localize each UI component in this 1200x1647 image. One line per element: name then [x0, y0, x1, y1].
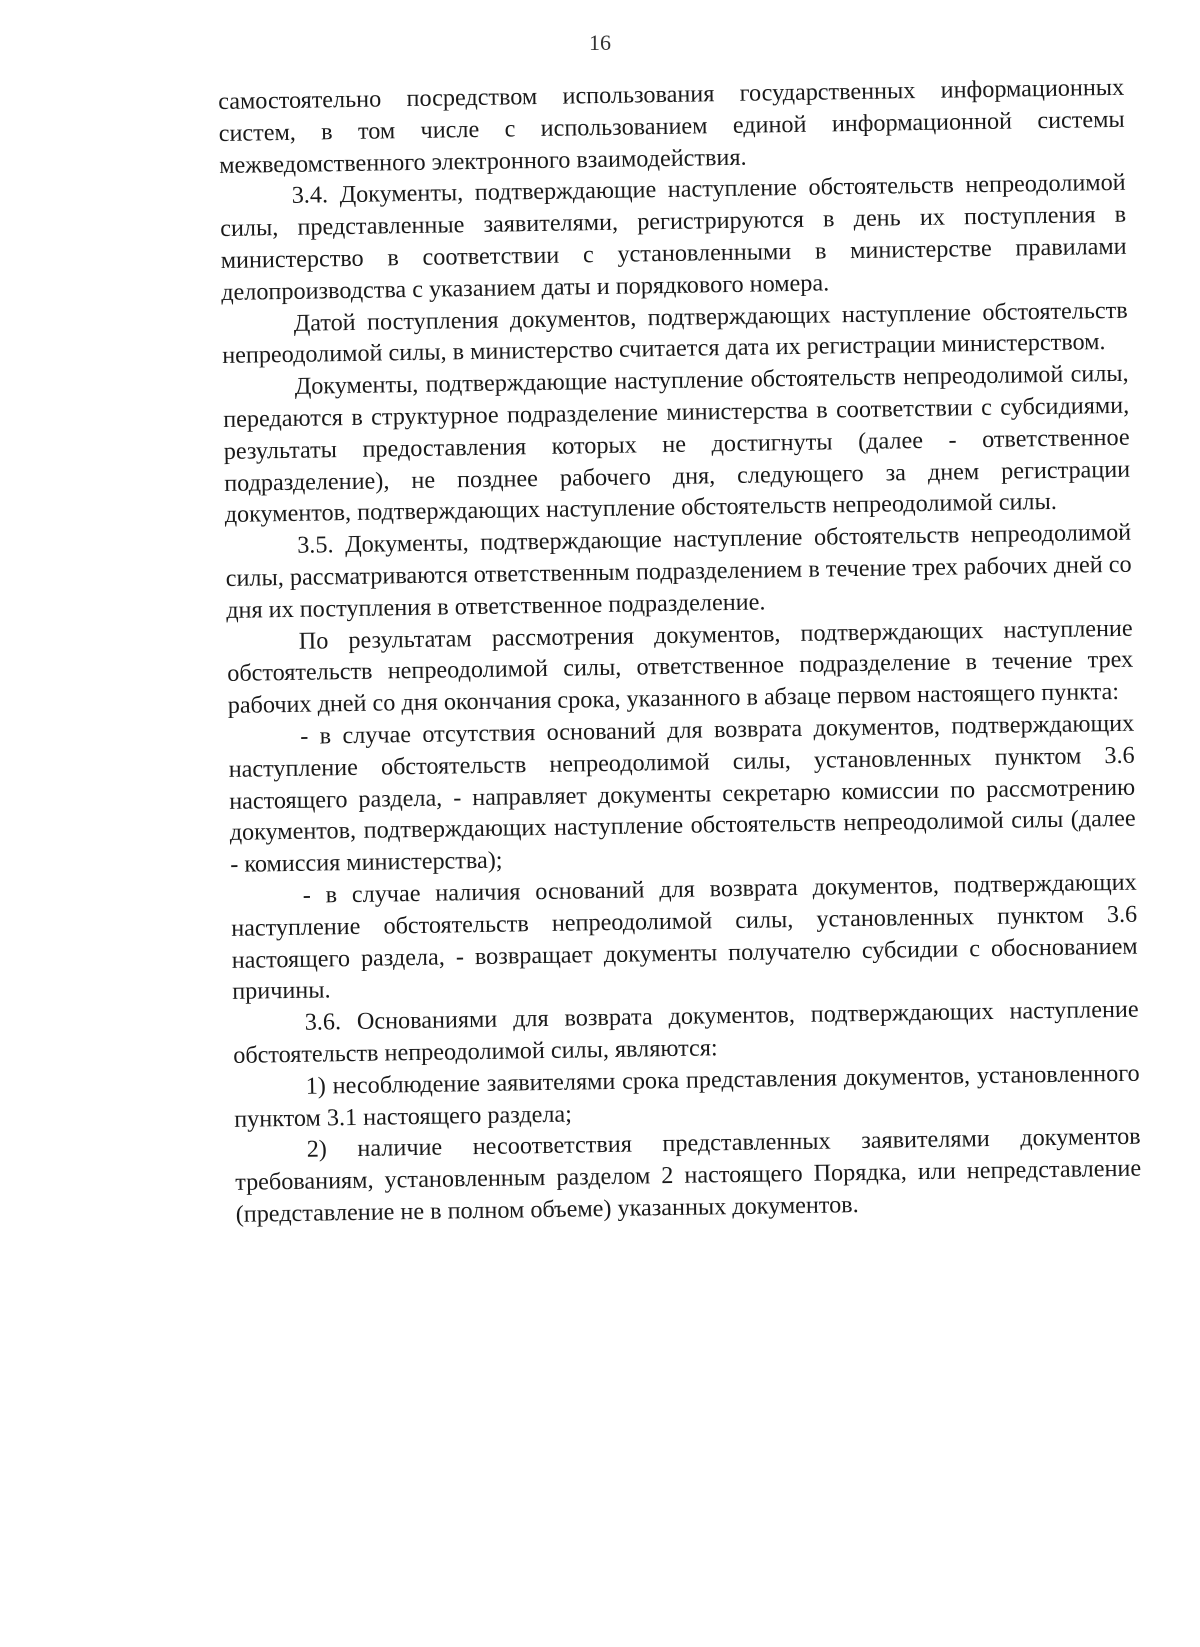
list-item-2: 2) наличие несоответствия представленных заявителями документов требованиям, установленным разделом 2 настоящего Порядка, или непредставление (представление не в полном объеме) указанных документов.: [235, 1122, 1142, 1228]
paragraph-3-4: 3.4. Документы, подтверждающие наступление обстоятельств непреодолимой силы, представленные заявителями, регистрируются в день их поступления в министерство в соответствии с установленными в министерстве правилами делопроизводства с указанием даты и порядкового номера.: [220, 169, 1127, 306]
page-number: 16: [589, 30, 611, 55]
paragraph-3-5: 3.5. Документы, подтверждающие наступление обстоятельств непреодолимой силы, рассматриваются ответственным подразделением в течение трех рабочих дней со дня их поступления в ответственное подразделение.: [225, 518, 1132, 624]
paragraph-receipt-date: Датой поступления документов, подтверждающих наступление обстоятельств непреодолимой силы, в министерство считается дата их регистрации министерством.: [222, 296, 1128, 370]
list-item-1: 1) несоблюдение заявителями срока представления документов, установленного пунктом 3.1 настоящего раздела;: [234, 1059, 1140, 1133]
paragraph-transfer: Документы, подтверждающие наступление обстоятельств непреодолимой силы, передаются в структурное подразделение министерства в соответствии с субсидиями, результаты предоставления которых не достигнуты (далее - ответственное подразделение), не позднее рабочего дня, следующего за днем регистрации документов, подтверждающих наступление обстоятельств непреодолимой силы.: [223, 359, 1131, 529]
paragraph-3-6: 3.6. Основаниями для возврата документов, подтверждающих наступление обстоятельств непреодолимой силы, являются:: [233, 995, 1139, 1069]
document-body: [218, 72, 1142, 1231]
paragraph-review-results: По результатам рассмотрения документов, подтверждающих наступление обстоятельств непреодолимой силы, ответственное подразделение в течение трех рабочих дней со дня окончания срока, указанного в абзаце первом настоящего пункта:: [227, 614, 1134, 720]
list-item-no-grounds: - в случае отсутствия оснований для возврата документов, подтверждающих наступление обстоятельств непреодолимой силы, установленных пунктом 3.6 настоящего раздела, - направляет документы секретарю комиссии по рассмотрению документов, подтверждающих наступление обстоятельств непреодолимой силы (далее - комиссия министерства);: [228, 709, 1136, 879]
list-item-grounds: - в случае наличия оснований для возврата документов, подтверждающих наступление обстоятельств непреодолимой силы, установленных пунктом 3.6 настоящего раздела, - возвращает документы получателю субсидии с обоснованием причины.: [231, 868, 1138, 1006]
paragraph-continuation: самостоятельно посредством использования государственных информационных систем, в том числе с использованием единой информационной системы межведомственного электронного взаимодействия.: [218, 73, 1125, 179]
